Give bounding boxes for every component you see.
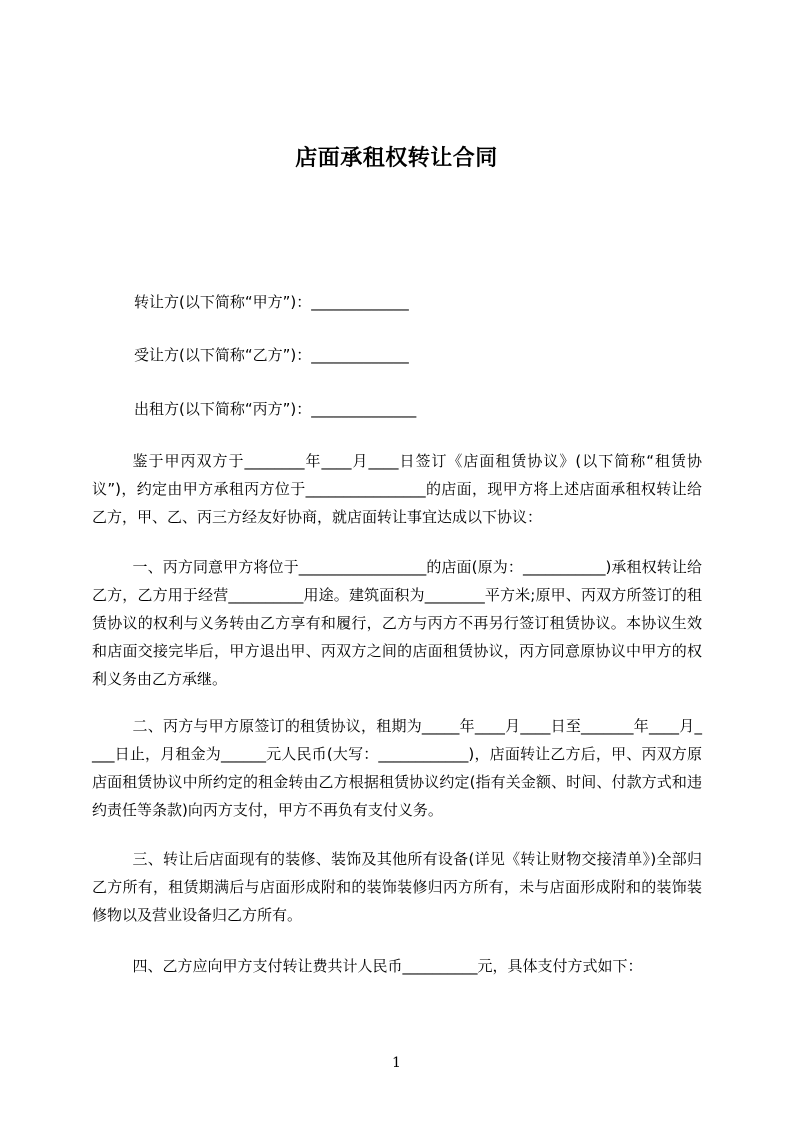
lessor-line: 出租方(以下简称“丙方”)：______________ [134,400,417,418]
clause-4-paragraph: 四、乙方应向甲方支付转让费共计人民币__________元，具体支付方式如下： [132,957,643,975]
page-number: 1 [392,1055,401,1071]
clause-3-paragraph: 三、转让后店面现有的装修、装饰及其他所有设备(详见《转让财物交接清单》)全部归乙方所有，租赁期满后与店面形成附和的装饰装修归丙方所有，未与店面形成附和的装饰装修物以及营业设备归乙方所有。 [92,850,702,924]
document-title: 店面承租权转让合同 [295,146,498,171]
transferor-line: 转让方(以下简称“甲方”)：_____________ [134,293,409,311]
transferee-line: 受让方(以下简称“乙方”)：_____________ [134,346,409,364]
preamble-paragraph: 鉴于甲丙双方于________年____月____日签订《店面租赁协议》(以下简称“租赁协议”)，约定由甲方承租丙方位于________________的店面，现甲方将上述店面承租权转让给乙方，甲、乙、丙三方经友好协商，就店面转让事宜达成以下协议： [92,452,702,526]
clause-2-paragraph: 二、丙方与甲方原签订的租赁协议，租期为_____年____月____日至_______年____月____日止，月租金为______元人民币(大写：____________)，店面转让乙方后，甲、丙双方原店面租赁协议中所约定的租金转由乙方根据租赁协议约定(指有关金额、时间、付款方式和违约责任等条款)向丙方支付，甲方不再负有支付义务。 [92,717,702,819]
clause-1-paragraph: 一、丙方同意甲方将位于_________________的店面(原为：___________)承租权转让给乙方，乙方用于经营__________用途。建筑面积为________平方米;原甲、丙双方所签订的租赁协议的权利与义务转由乙方享有和履行，乙方与丙方不再另行签订租赁协议。本协议生效和店面交接完毕后，甲方退出甲、丙双方之间的店面租赁协议，丙方同意原协议中甲方的权利义务由乙方承继。 [92,558,702,688]
